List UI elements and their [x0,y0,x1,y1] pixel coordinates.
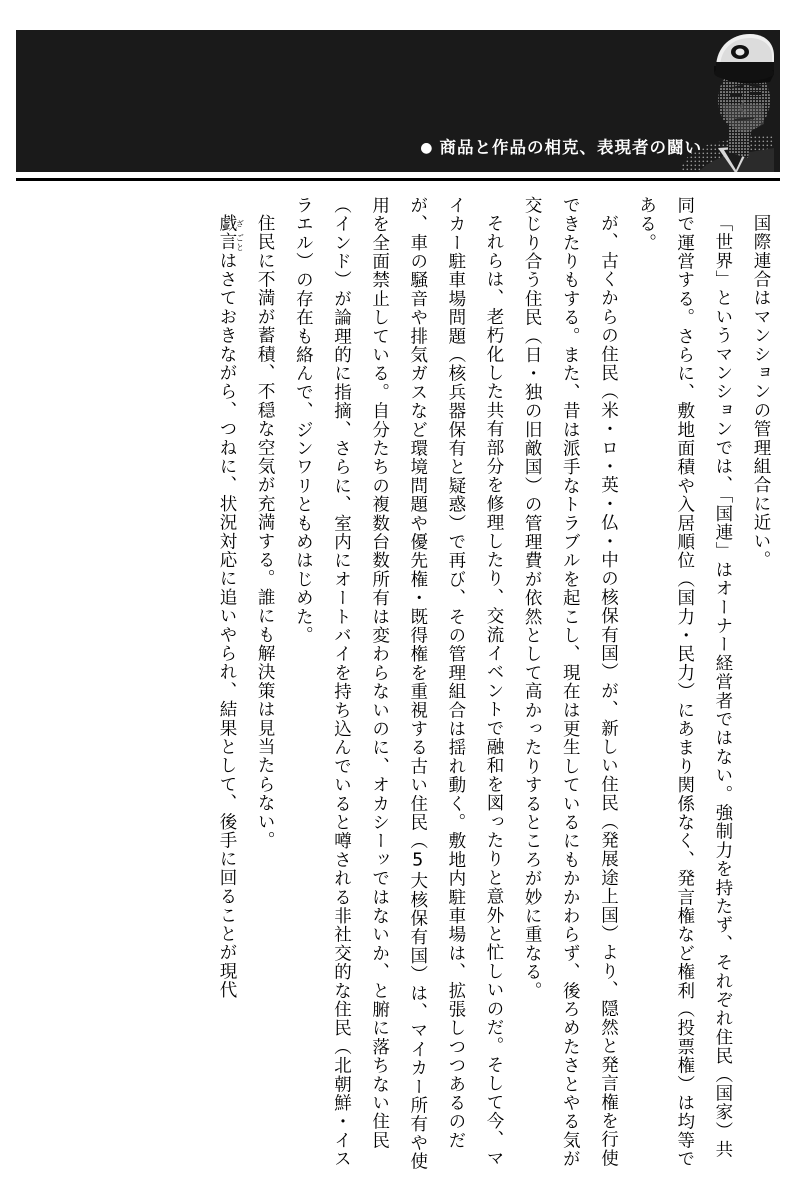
paragraph: 国際連合はマンションの管理組合に近い。 [751,213,771,569]
paragraph: 「世界」というマンションでは、「国連」はオーナー経営者ではない。強制力を持たず、それぞれ住民（国家）共同で運営する。さらに、敷地面積や入居順位（国力・民力）にあまり関係なく、発言権など権利（投票権）は均等である。 [636,196,733,1169]
ruby-base: 戯 [217,213,238,233]
header-divider [16,178,780,181]
bullet-icon: ● [420,140,434,156]
header-band [16,30,780,172]
ruby-annotation [217,232,245,251]
ruby-text: ごと [235,232,245,251]
paragraph-with-ruby [208,196,246,1176]
paragraph-tail: はさておきながら、つねに、状況対応に追いやられ、結果として、後手に回ることが現代 [217,250,238,999]
header-title [420,134,702,158]
ruby-base: 言 [217,232,238,251]
paragraph: が、古くからの住民（米・ロ・英・仏・中の核保有国）が、新しい住民（発展途上国）より、隠然と発言権を行使できたりもする。また、昔は派手なトラブルを起こし、現在は更生しているにもかかわらず、後ろめたさとやる気が交じり合う住民（日・独の旧敵国）の管理費が依然として高かったりするところが妙に重なる。 [522,196,619,1169]
article-body [16,196,780,1176]
paragraph: それらは、老朽化した共有部分を修理したり、交流イベントで融和を図ったりと意外と忙しいのだ。そして今、マイカー駐車場問題（核兵器保有と疑惑）で再び、その管理組合は揺れ動く。敷地内駐車場は、拡張しつつあるのだが、車の騒音や排気ガスなど環境問題や優先権・既得権を重視する古い住民（5大核保有国）は、マイカー所有や使用を全面禁止している。自分たちの複数台数所有は変わらないのに、オカシーッではないか、と腑に落ちない住民（インド）が論理的に指摘、さらに、室内にオートバイを持ち込んでいると噂される非社交的な住民（北朝鮮・イスラエル）の存在も絡んで、ジンワリともめはじめた。 [293,196,505,1171]
header-title-text: 商品と作品の相克、表現者の闘い [439,138,702,157]
ruby-text: ざ [235,213,245,233]
paragraph: 住民に不満が蓄積、不穏な空気が充満する。誰にも解決策は見当たらない。 [255,213,276,850]
ruby-annotation [217,213,245,233]
